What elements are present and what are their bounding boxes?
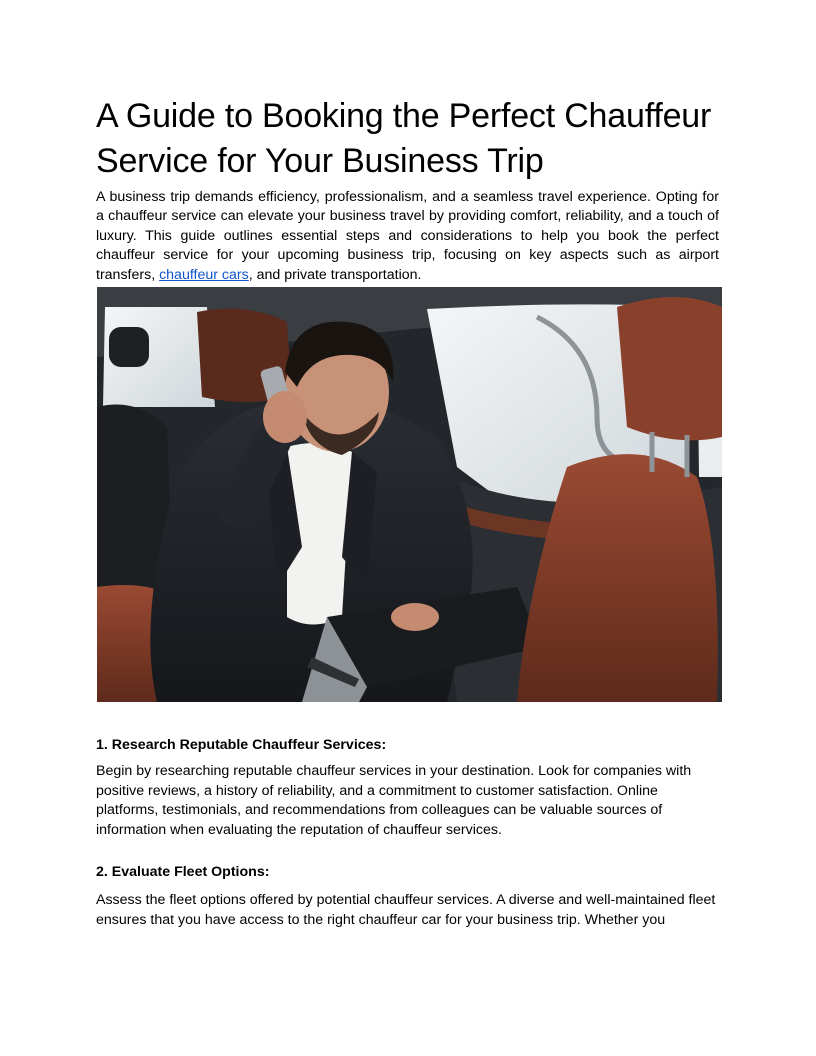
intro-text-before-link: A business trip demands efficiency, professionalism, and a seamless travel experience. Opting for a chauffeur service can elevate your business travel by providing comfort, reliability, and a touch of luxury. This guide outlines essential steps and considerations to help you book the perfect chauffeur service for your upcoming business trip, focusing on key aspects such as airport transfers,	[96, 189, 719, 283]
page-title: A Guide to Booking the Perfect Chauffeur Service for Your Business Trip	[96, 97, 712, 180]
section-heading-fleet: 2. Evaluate Fleet Options:	[96, 864, 270, 880]
section-heading-research: 1. Research Reputable Chauffeur Services:	[96, 737, 387, 753]
section-body-fleet: Assess the fleet options offered by potential chauffeur services. A diverse and well-maintained fleet ensures that you have access to the right chauffeur car for your business trip. Whether you	[96, 892, 716, 928]
photo-illustration-icon	[97, 287, 722, 702]
intro-paragraph	[96, 188, 719, 285]
chauffeur-cars-link[interactable]: chauffeur cars	[159, 266, 249, 283]
intro-text-after-link: , and private transportation.	[248, 266, 422, 283]
businessman-car-photo	[97, 287, 722, 702]
section-body-research: Begin by researching reputable chauffeur services in your destination. Look for companies with positive reviews, a history of reliability, and a commitment to customer satisfaction. Online platforms, testimonials, and recommendations from colleagues can be valuable sources of information when evaluating the reputation of chauffeur services.	[96, 763, 692, 838]
